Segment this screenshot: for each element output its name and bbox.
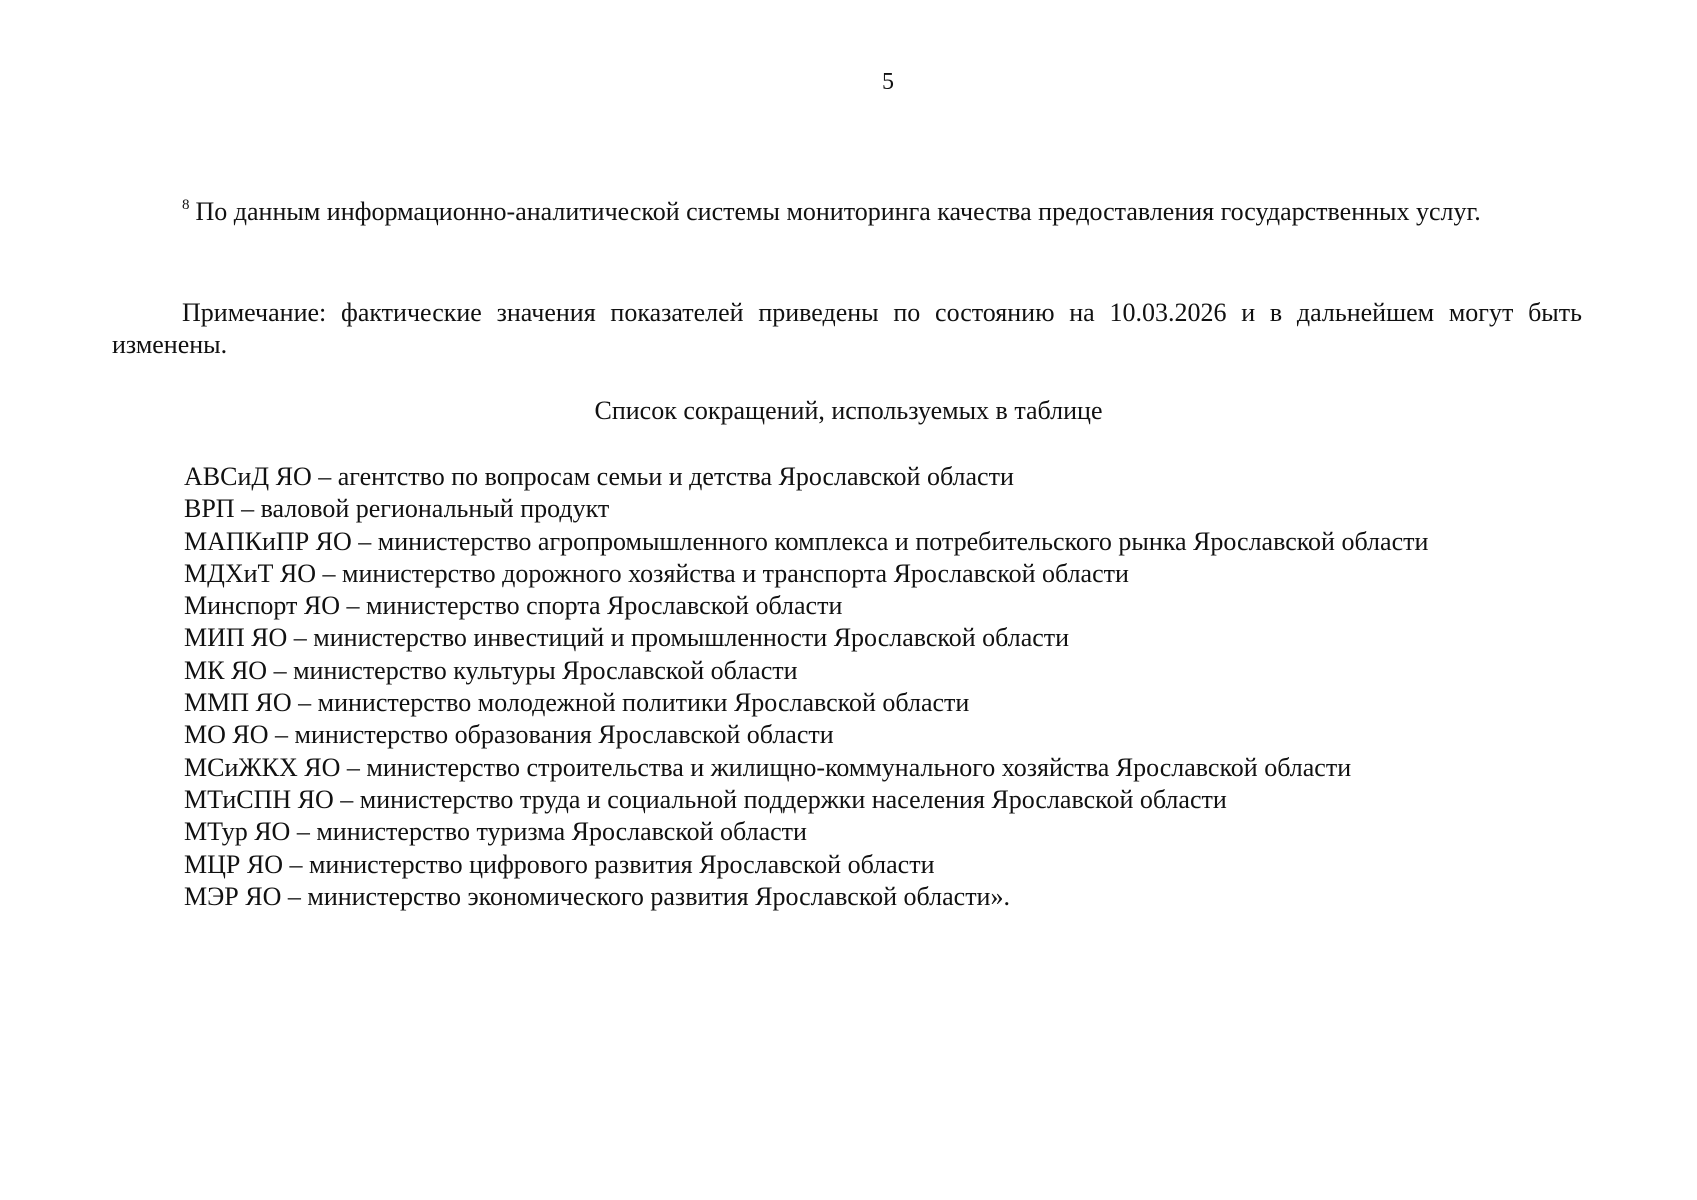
abbreviations-title: Список сокращений, используемых в таблице <box>594 396 1103 425</box>
abbreviation-item: МЦР ЯО – министерство цифрового развития Ярославской области <box>184 849 935 879</box>
abbreviation-item: МИП ЯО – министерство инвестиций и промышленности Ярославской области <box>184 623 1070 653</box>
abbreviation-item: МАПКиПР ЯО – министерство агропромышленного комплекса и потребительского рынка Ярославской области <box>184 526 1429 556</box>
abbreviation-item: МЭР ЯО – министерство экономического развития Ярославской области». <box>184 881 1010 911</box>
note-paragraph: Примечание: фактические значения показателей приведены по состоянию на 10.03.2026 и в дальнейшем могут быть изменены. <box>112 298 1582 359</box>
abbreviation-item: Минспорт ЯО – министерство спорта Ярославской области <box>184 591 843 621</box>
abbreviation-item: МДХиТ ЯО – министерство дорожного хозяйства и транспорта Ярославской области <box>184 558 1129 588</box>
abbreviation-item: МК ЯО – министерство культуры Ярославской области <box>184 655 798 685</box>
abbreviation-item: ВРП – валовой региональный продукт <box>184 494 610 524</box>
abbreviation-item: АВСиД ЯО – агентство по вопросам семьи и детства Ярославской области <box>184 462 1014 491</box>
footnote-text: По данным информационно-аналитической системы мониторинга качества предоставления государственных услуг. <box>195 197 1481 226</box>
abbreviation-item: МТур ЯО – министерство туризма Ярославской области <box>184 817 807 847</box>
abbreviation-item: МСиЖКХ ЯО – министерство строительства и жилищно-коммунального хозяйства Ярославской области <box>184 752 1352 782</box>
abbreviation-item: МО ЯО – министерство образования Ярославской области <box>184 720 834 750</box>
footnote <box>112 196 1582 228</box>
footnote-marker: 8 <box>182 197 190 213</box>
abbreviation-item: МТиСПН ЯО – министерство труда и социальной поддержки населения Ярославской области <box>184 784 1227 814</box>
page-number: 5 <box>882 69 894 95</box>
abbreviation-item: ММП ЯО – министерство молодежной политики Ярославской области <box>184 688 970 718</box>
abbreviations-list <box>184 461 1604 913</box>
